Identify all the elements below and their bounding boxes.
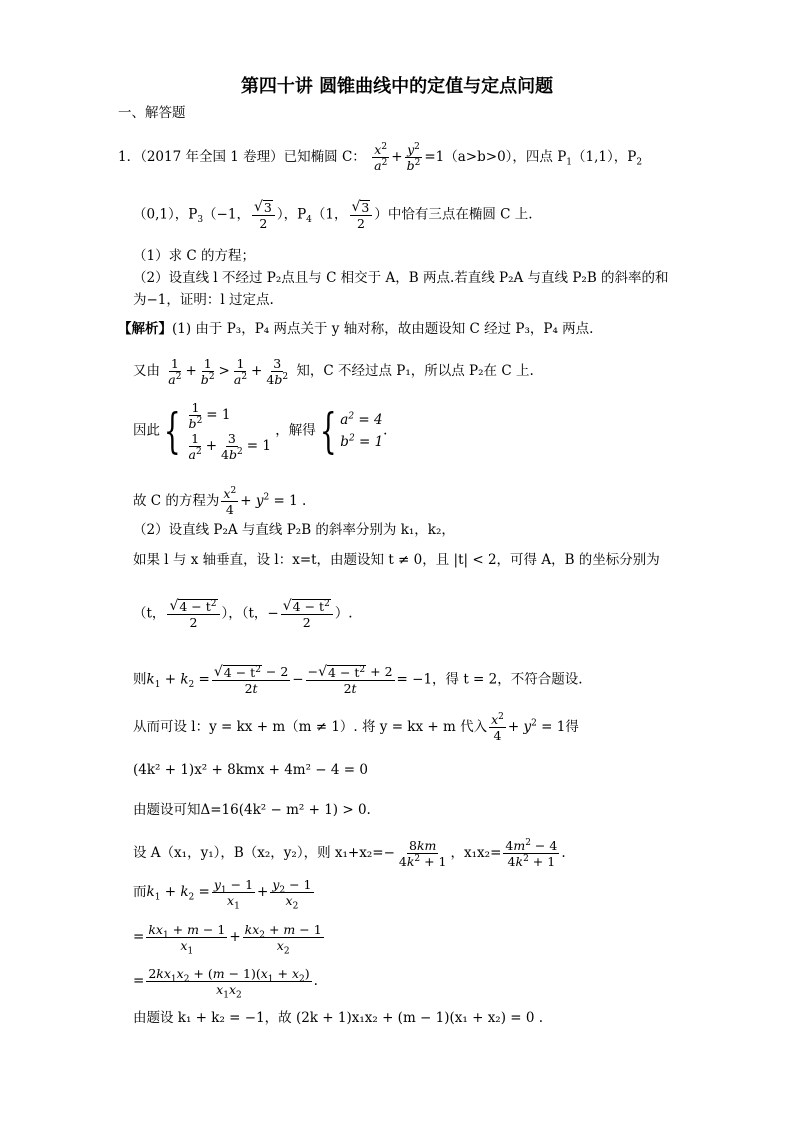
solution-line-14: = $\frac{kx_1 + m - 1}{x_1}$ + $\frac{kx_2 + m - 1}{x_2}$ <box>133 922 322 957</box>
solution-line-5: （2）设直线 P₂A 与直线 P₂B 的斜率分别为 k₁，k₂， <box>133 522 455 538</box>
f-coord-2: √ $4 - t^2$ 2 <box>281 598 333 630</box>
solution-line-3: 因此{ $\frac{1}{b^2}$ = 1 $\frac{1}{a^2}$ + $\frac{3}{4b^2}$ = 1 ，解得{ $a^2 = 4$ $b^2 = 1$ . <box>133 400 388 462</box>
solution-line-9: 从而可设 l：y = kx + m（m ≠ 1）. 将 y = kx + m 代入 $\frac{x^2}{4}$ + $y^2 = 1$得 <box>133 711 579 743</box>
section-heading: 一、解答题 <box>118 105 186 121</box>
solution-line-12: 设 A（x₁，y₁），B（x₂，y₂），则 x₁+x₂=− $\frac{8km}{4k^2 + 1}$ ，x₁x₂= $\frac{4m^2 - 4}{4k^2 + 1}$ . <box>133 837 566 869</box>
page-title: 第四十讲 圆锥曲线中的定值与定点问题 <box>240 76 554 97</box>
problem-number: 1． <box>118 149 141 165</box>
s12-middle: ，x₁x₂= <box>450 845 502 861</box>
ellipse-condition: =1（a>b>0），四点 P <box>424 149 567 165</box>
s8-suffix: ，得 t = 2，不符合题设. <box>432 671 583 688</box>
f-s14-1: $\frac{kx_1 + m - 1}{x_1}$ <box>148 922 226 957</box>
left-brace: { <box>163 403 181 459</box>
point-p3: （−1， <box>203 206 250 223</box>
s12-prefix: 设 A（x₁，y₁），B（x₂，y₂），则 x₁+x₂= <box>133 845 384 861</box>
solution-line-10: (4k² + 1)x² + 8kmx + 4m² − 4 = 0 <box>133 762 368 778</box>
system-1: $\frac{1}{b^2}$ = 1 $\frac{1}{a^2}$ + $\frac{3}{4b^2}$ = 1 <box>188 400 271 462</box>
f-coord-1: √ $4 - t^2$ 2 <box>167 598 219 630</box>
problem-source: （2017 年全国 1 卷理）已知椭圆 <box>140 149 342 165</box>
f-k-2: − √ $4 - t^2$ + 2 2t <box>307 664 393 696</box>
s9-suffix: 得 <box>565 719 579 735</box>
point-p4: （1， <box>311 206 348 223</box>
s3-middle: ，解得 <box>275 422 316 439</box>
solution-line-2: 又由 $\frac{1}{a^2}$ + $\frac{1}{b^2}$ > $\frac{1}{a^2}$ + $\frac{3}{4b^2}$ 知，C 不经过点 P₁，所以点 P₂在 C 上. <box>133 356 534 387</box>
point-p4-label: ），P <box>276 206 307 223</box>
f-s13-2: $\frac{y_2 - 1}{x_2}$ <box>272 877 312 912</box>
f-k-1: √ $4 - t^2$ − 2 2t <box>213 664 289 696</box>
problem-line-1: 1．（2017 年全国 1 卷理）已知椭圆 C： $\frac{x^2}{a^2}$ + $\frac{y^2}{b^2}$ =1（a>b>0），四点 $P_1(1,1)$，$P_2$ <box>118 141 643 173</box>
f-sum: $\frac{8km}{4k^2 + 1}$ <box>398 838 447 869</box>
f-s13-1: $\frac{y_1 - 1}{x_1}$ <box>213 877 254 912</box>
s2-prefix: 又由 <box>133 363 160 379</box>
s3-prefix: 因此 <box>133 422 160 439</box>
s8-prefix: 则 <box>133 671 147 688</box>
solution-line-4: 故 C 的方程为 $\frac{x^2}{4}$ + $y^2 = 1$ . <box>133 485 307 517</box>
left-brace-2: { <box>319 403 337 459</box>
solution-step-1: (1) 由于 P₃，P₄ 两点关于 y 轴对称，故由题设知 C 经过 P₃，P₄ 两点. <box>172 321 594 337</box>
s4-prefix: 故 C 的方程为 <box>133 493 220 509</box>
system-2: $a^2 = 4$ $b^2 = 1$ <box>340 411 384 450</box>
f-3-4b2: $\frac{3}{4b^2}$ <box>266 356 289 387</box>
frac-sqrt3-2b: √ 3 2 <box>350 199 373 231</box>
solution-line-8: 则$k_1 + k_2$ = √ $4 - t^2$ − 2 2t − − √ $4 - t^2$ + 2 2t = −1，得 t = 2，不符合题设. <box>133 664 583 696</box>
f-prod: $\frac{4m^2 - 4}{4k^2 + 1}$ <box>505 837 558 869</box>
question-2a: （2）设直线 l 不经过 P₂点且与 C 相交于 A，B 两点.若直线 P₂A 与直线 P₂B 的斜率的和 <box>133 270 669 286</box>
question-1: （1）求 C 的方程； <box>133 248 256 264</box>
frac-x2-a2: $\frac{x^2}{a^2}$ <box>374 141 388 173</box>
f-x2-4: $\frac{x^2}{4}$ <box>223 485 237 517</box>
f-1-b2: $\frac{1}{b^2}$ <box>200 356 215 387</box>
solution-line-11: 由题设可知Δ=16(4k² − m² + 1) > 0. <box>133 802 371 818</box>
question-2b: 为−1，证明：l 过定点. <box>133 292 274 308</box>
f-s14-2: $\frac{kx_2 + m - 1}{x_2}$ <box>244 922 322 957</box>
solution-line-13: 而$k_1 + k_2$ = $\frac{y_1 - 1}{x_1}$ + $\frac{y_2 - 1}{x_2}$ <box>133 877 312 912</box>
ellipse-name: C： <box>341 149 366 165</box>
problem-condition: ）中恰有三点在椭圆 C 上. <box>374 206 533 223</box>
f-s15: $\frac{2kx_1x_2 + (m - 1)(x_1 + x_2)}{x_1x_2}$ <box>148 966 310 1001</box>
solution-line-15: = $\frac{2kx_1x_2 + (m - 1)(x_1 + x_2)}{x_1x_2}$ . <box>133 966 318 1001</box>
problem-line-2: （0,1），$P_3(-1$， √ 3 2 ），$P_4(1$， √ 3 2 ）中恰有三点在椭圆 C 上. <box>133 199 533 231</box>
s13-prefix: 而 <box>133 884 147 900</box>
point-p2: （0,1），P <box>133 206 198 223</box>
s2-suffix: 知，C 不经过点 P₁，所以点 P₂在 C 上. <box>296 363 534 379</box>
solution-tag: 【解析】 <box>118 321 172 337</box>
point-p1: （1,1），P <box>572 149 637 165</box>
f-x2-4b: $\frac{x^2}{4}$ <box>491 711 504 743</box>
f-1-a2: $\frac{1}{a^2}$ <box>168 356 182 387</box>
solution-line-1 <box>118 320 593 338</box>
f-1-a2b: $\frac{1}{a^2}$ <box>233 356 248 387</box>
solution-line-7: （t， √ $4 - t^2$ 2 ），（t，− √ $4 - t^2$ 2 ）. <box>133 598 353 630</box>
frac-sqrt3-2: √ 3 2 <box>252 199 275 231</box>
s9-prefix: 从而可设 l：y = kx + m（m ≠ 1）. 将 y = kx + m 代入 <box>133 719 488 735</box>
frac-y2-b2: $\frac{y^2}{b^2}$ <box>406 141 421 173</box>
solution-line-6: 如果 l 与 x 轴垂直，设 l：x=t，由题设知 t ≠ 0，且 |t| < 2，可得 A，B 的坐标分别为 <box>133 552 660 568</box>
solution-line-16: 由题设 k₁ + k₂ = −1，故 (2k + 1)x₁x₂ + (m − 1)(x₁ + x₂) = 0 . <box>133 1010 544 1026</box>
